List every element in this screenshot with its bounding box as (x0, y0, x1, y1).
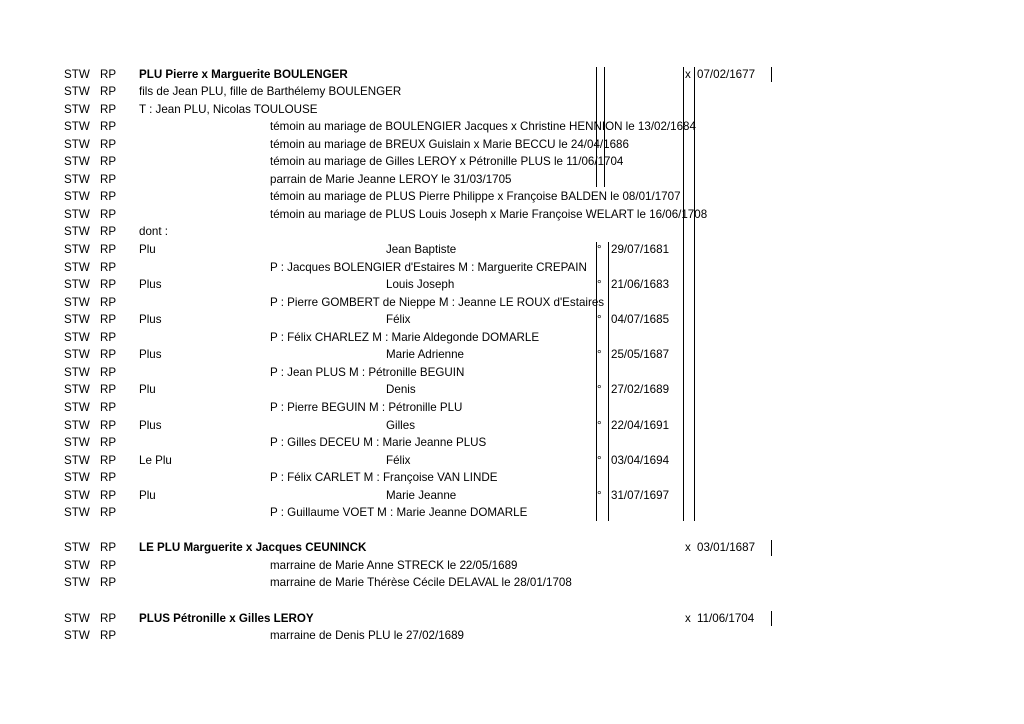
table-row (0, 118, 1024, 136)
record-source: RP (100, 418, 117, 432)
birth-symbol: ° (597, 488, 602, 502)
birth-date: 25/05/1687 (611, 348, 670, 362)
record-source: RP (100, 436, 117, 450)
marriage-symbol: x (685, 541, 691, 555)
child-given-name: Jean Baptiste (386, 243, 457, 256)
record-entry: Plu (139, 383, 156, 397)
record-source: RP (100, 365, 117, 379)
birth-date: 03/04/1694 (611, 453, 670, 467)
record-note: témoin au mariage de PLUS Louis Joseph x Marie Françoise WELART le 16/06/1708 (270, 207, 708, 221)
record-source: RP (100, 330, 117, 344)
separator-line (608, 242, 609, 521)
record-note: marraine de Marie Anne STRECK le 22/05/1689 (270, 558, 518, 572)
record-entry: PLUS Pétronille x Gilles LEROY (139, 611, 314, 625)
separator-line (694, 67, 695, 521)
record-note: P : Pierre BEGUIN M : Pétronille PLU (270, 400, 463, 414)
record-code: STW (64, 172, 90, 186)
birth-date: 04/07/1685 (611, 313, 670, 327)
table-row (0, 487, 1024, 505)
record-source: RP (100, 453, 117, 467)
record-code: STW (64, 576, 90, 590)
table-row (0, 574, 1024, 592)
record-source: RP (100, 313, 117, 327)
table-row (0, 223, 1024, 241)
birth-date: 22/04/1691 (611, 418, 670, 432)
record-source: RP (100, 488, 117, 502)
table-row (0, 627, 1024, 645)
child-given-name: Gilles (386, 418, 415, 432)
table-row (0, 241, 1024, 259)
record-entry: T : Jean PLU, Nicolas TOULOUSE (139, 102, 318, 116)
birth-date: 21/06/1683 (611, 278, 670, 292)
record-entry: Plus (139, 313, 162, 327)
separator-line (771, 67, 772, 83)
record-code: STW (64, 155, 90, 169)
record-entry: LE PLU Marguerite x Jacques CEUNINCK (139, 541, 367, 555)
record-source: RP (100, 102, 117, 116)
record-code: STW (64, 558, 90, 572)
record-source: RP (100, 137, 117, 151)
record-entry: fils de Jean PLU, fille de Barthélemy BOULENGER (139, 85, 402, 99)
record-code: STW (64, 436, 90, 450)
record-source: RP (100, 260, 117, 274)
record-source: RP (100, 471, 117, 485)
table-row (0, 259, 1024, 277)
record-code: STW (64, 313, 90, 327)
record-code: STW (64, 611, 90, 625)
birth-date: 29/07/1681 (611, 243, 670, 256)
record-source: RP (100, 225, 117, 239)
marriage-symbol: x (685, 67, 691, 81)
record-code: STW (64, 190, 90, 204)
separator-line (771, 540, 772, 556)
record-entry: Plus (139, 348, 162, 362)
record-code: STW (64, 207, 90, 221)
child-given-name: Félix (386, 453, 411, 467)
table-row (0, 329, 1024, 347)
table-row (0, 294, 1024, 312)
record-code: STW (64, 225, 90, 239)
child-given-name: Félix (386, 313, 411, 327)
table-row (0, 381, 1024, 399)
child-given-name: Marie Jeanne (386, 488, 457, 502)
marriage-symbol: x (685, 611, 691, 625)
record-source: RP (100, 207, 117, 221)
record-source: RP (100, 400, 117, 414)
separator-line (604, 67, 605, 188)
birth-symbol: ° (597, 383, 602, 397)
record-entry: Plu (139, 488, 156, 502)
record-code: STW (64, 365, 90, 379)
table-row (0, 452, 1024, 470)
record-source: RP (100, 383, 117, 397)
table-row (0, 136, 1024, 154)
record-source: RP (100, 576, 117, 590)
record-source: RP (100, 190, 117, 204)
record-note: P : Jean PLUS M : Pétronille BEGUIN (270, 365, 465, 379)
child-given-name: Louis Joseph (386, 278, 455, 292)
record-source: RP (100, 85, 117, 99)
table-row (0, 417, 1024, 435)
record-note: marraine de Denis PLU le 27/02/1689 (270, 629, 464, 643)
record-source: RP (100, 629, 117, 643)
child-given-name: Denis (386, 383, 416, 397)
table-row (0, 188, 1024, 206)
separator-line (596, 242, 597, 521)
record-note: P : Félix CHARLEZ M : Marie Aldegonde DOMARLE (270, 330, 540, 344)
table-row (0, 171, 1024, 189)
record-source: RP (100, 295, 117, 309)
record-note: témoin au mariage de BOULENGIER Jacques x Christine HENNION le 13/02/1684 (270, 120, 696, 134)
birth-symbol: ° (597, 278, 602, 292)
birth-symbol: ° (597, 313, 602, 327)
table-row (0, 276, 1024, 294)
record-code: STW (64, 120, 90, 134)
record-note: témoin au mariage de Gilles LEROY x Pétronille PLUS le 11/06/1704 (270, 155, 624, 169)
record-code: STW (64, 278, 90, 292)
record-source: RP (100, 506, 117, 520)
marriage-date: 03/01/1687 (697, 541, 756, 555)
table-row (0, 610, 1024, 628)
table-row (0, 311, 1024, 329)
record-code: STW (64, 488, 90, 502)
record-code: STW (64, 418, 90, 432)
record-code: STW (64, 453, 90, 467)
table-row (0, 346, 1024, 364)
record-entry: Plus (139, 418, 162, 432)
separator-line (771, 611, 772, 627)
record-code: STW (64, 348, 90, 362)
record-source: RP (100, 120, 117, 134)
record-source: RP (100, 558, 117, 572)
record-note: P : Pierre GOMBERT de Nieppe M : Jeanne LE ROUX d'Estaires (270, 295, 605, 309)
record-entry: Plu (139, 243, 156, 256)
table-row (0, 66, 1024, 84)
birth-symbol: ° (597, 243, 602, 256)
record-note: P : Guillaume VOET M : Marie Jeanne DOMARLE (270, 506, 528, 520)
record-source: RP (100, 611, 117, 625)
table-row (0, 469, 1024, 487)
table-row (0, 101, 1024, 119)
marriage-date: 11/06/1704 (697, 611, 755, 625)
record-code: STW (64, 400, 90, 414)
record-entry: Plus (139, 278, 162, 292)
record-code: STW (64, 383, 90, 397)
record-note: marraine de Marie Thérèse Cécile DELAVAL le 28/01/1708 (270, 576, 572, 590)
record-note: témoin au mariage de BREUX Guislain x Marie BECCU le 24/04/1686 (270, 137, 629, 151)
record-entry: Le Plu (139, 453, 172, 467)
record-entry: dont : (139, 225, 169, 239)
record-code: STW (64, 67, 90, 81)
record-source: RP (100, 172, 117, 186)
birth-date: 31/07/1697 (611, 488, 670, 502)
table-row (0, 399, 1024, 417)
separator-line (683, 67, 684, 521)
birth-symbol: ° (597, 348, 602, 362)
record-code: STW (64, 330, 90, 344)
record-code: STW (64, 85, 90, 99)
record-code: STW (64, 541, 90, 555)
record-code: STW (64, 137, 90, 151)
record-source: RP (100, 243, 117, 256)
table-row (0, 83, 1024, 101)
record-source: RP (100, 278, 117, 292)
record-source: RP (100, 155, 117, 169)
record-note: témoin au mariage de PLUS Pierre Philippe x Françoise BALDEN le 08/01/1707 (270, 190, 681, 204)
record-note: P : Gilles DECEU M : Marie Jeanne PLUS (270, 436, 487, 450)
table-row (0, 206, 1024, 224)
table-row (0, 557, 1024, 575)
birth-symbol: ° (597, 418, 602, 432)
table-row (0, 153, 1024, 171)
record-note: P : Félix CARLET M : Françoise VAN LINDE (270, 471, 498, 485)
table-row (0, 539, 1024, 557)
table-row (0, 364, 1024, 382)
table-row (0, 504, 1024, 522)
separator-line (596, 67, 597, 188)
record-entry: PLU Pierre x Marguerite BOULENGER (139, 67, 348, 81)
record-source: RP (100, 541, 117, 555)
record-code: STW (64, 295, 90, 309)
record-note: P : Jacques BOLENGIER d'Estaires M : Marguerite CREPAIN (270, 260, 587, 274)
record-code: STW (64, 243, 90, 256)
record-source: RP (100, 348, 117, 362)
record-code: STW (64, 471, 90, 485)
record-code: STW (64, 260, 90, 274)
birth-date: 27/02/1689 (611, 383, 670, 397)
table-row (0, 434, 1024, 452)
record-note: parrain de Marie Jeanne LEROY le 31/03/1705 (270, 172, 512, 186)
record-code: STW (64, 629, 90, 643)
record-code: STW (64, 506, 90, 520)
record-source: RP (100, 67, 117, 81)
record-code: STW (64, 102, 90, 116)
child-given-name: Marie Adrienne (386, 348, 464, 362)
marriage-date: 07/02/1677 (697, 67, 756, 81)
birth-symbol: ° (597, 453, 602, 467)
